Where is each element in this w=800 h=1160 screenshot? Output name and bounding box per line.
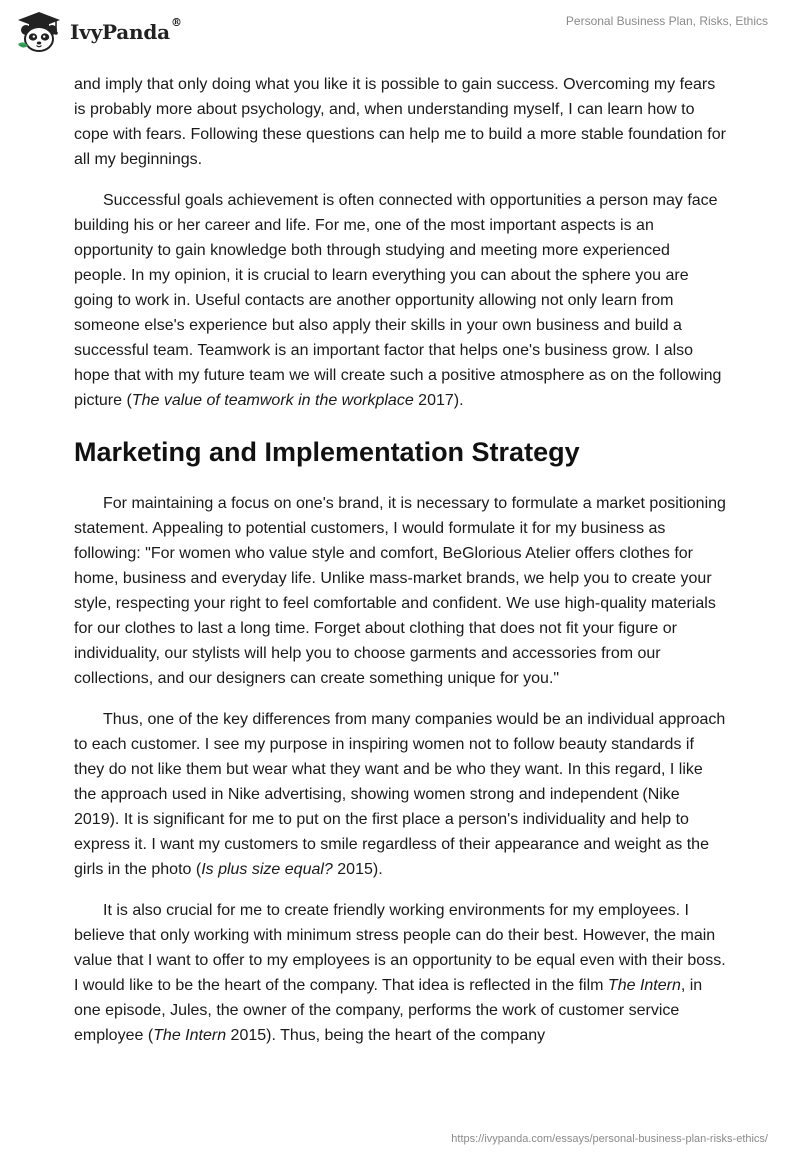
body-paragraph xyxy=(74,898,726,1048)
body-paragraph xyxy=(74,188,726,413)
page-header xyxy=(0,0,800,70)
paragraph-text: 2015). Thus, being the heart of the company xyxy=(226,1027,546,1044)
paragraph-text: It is also crucial for me to create friendly working environments for my employees. I believe that only working with minimum stress people can do their best. However, the main value that I want to offer to my employees is an opportunity to be equal even with their boss. I would like to be the heart of the company. That idea is reflected in the film xyxy=(74,902,726,994)
paragraph-text: and imply that only doing what you like it is possible to gain success. Overcoming my fears is probably more about psychology, and, when understanding myself, I can learn how to cope with fears. Following these questions can help me to build a more stable foundation for all my beginnings. xyxy=(74,76,726,168)
registered-mark: ® xyxy=(170,16,182,29)
paragraph-text: , in one episode, Jules, the owner of the company, performs the work of customer service employee ( xyxy=(74,977,703,1044)
footer-url[interactable]: https://ivypanda.com/essays/personal-business-plan-risks-ethics/ xyxy=(451,1133,768,1145)
document-title: Personal Business Plan, Risks, Ethics xyxy=(565,14,768,28)
italic-citation: The Intern xyxy=(153,1027,227,1044)
panda-graduate-icon xyxy=(14,10,64,54)
paragraph-text: Thus, one of the key differences from many companies would be an individual approach to each customer. I see my purpose in inspiring women not to follow beauty standards if they do not like them but wear what they want and be who they want. In this regard, I like the approach used in Nike advertising, showing women strong and independent (Nike 2019). It is significant for me to put on the first place a person's individuality and help to express it. I want my customers to smile regardless of their appearance and weight as the girls in the photo ( xyxy=(74,711,726,878)
paragraph-text: 2017). xyxy=(413,392,464,409)
ivypanda-logo[interactable] xyxy=(14,10,182,54)
section-heading: Marketing and Implementation Strategy xyxy=(74,437,580,467)
paragraph-text: Successful goals achievement is often connected with opportunities a person may face building his or her career and life. For me, one of the most important aspects is an opportunity to gain knowledge both through studying and meeting more experienced people. In my opinion, it is crucial to learn everything you can about the sphere you are going to work in. Useful contacts are another opportunity allowing not only learn from someone else's experience but also apply their skills in your own business and build a successful team. Teamwork is an important factor that helps one's business grow. I also hope that with my future team we will create such a positive atmosphere as on the following picture ( xyxy=(74,192,722,409)
body-paragraph xyxy=(74,72,726,172)
paragraph-text: 2015). xyxy=(332,861,383,878)
essay-content xyxy=(74,72,726,1064)
italic-citation: The Intern xyxy=(607,977,681,994)
italic-citation: Is plus size equal? xyxy=(201,861,333,878)
paragraph-group-bottom xyxy=(74,491,726,1048)
logo-text: IvyPanda® xyxy=(70,16,182,44)
body-paragraph xyxy=(74,707,726,882)
paragraph-text: For maintaining a focus on one's brand, it is necessary to formulate a market positioning statement. Appealing to potential customers, I would formulate it for my business as following: "For women who value style and comfort, BeGlorious Atelier offers clothes for home, business and everyday life. Unlike mass-market brands, we help you to create your style, respecting your right to feel comfortable and confident. We use high-quality materials for our clothes to last a long time. Forget about clothing that does not fit your figure or individuality, our stylists will help you to choose garments and accessories from our collections, and our designers can create something unique for you." xyxy=(74,495,726,687)
italic-citation: The value of teamwork in the workplace xyxy=(131,392,414,409)
body-paragraph xyxy=(74,491,726,691)
paragraph-group-top xyxy=(74,72,726,413)
